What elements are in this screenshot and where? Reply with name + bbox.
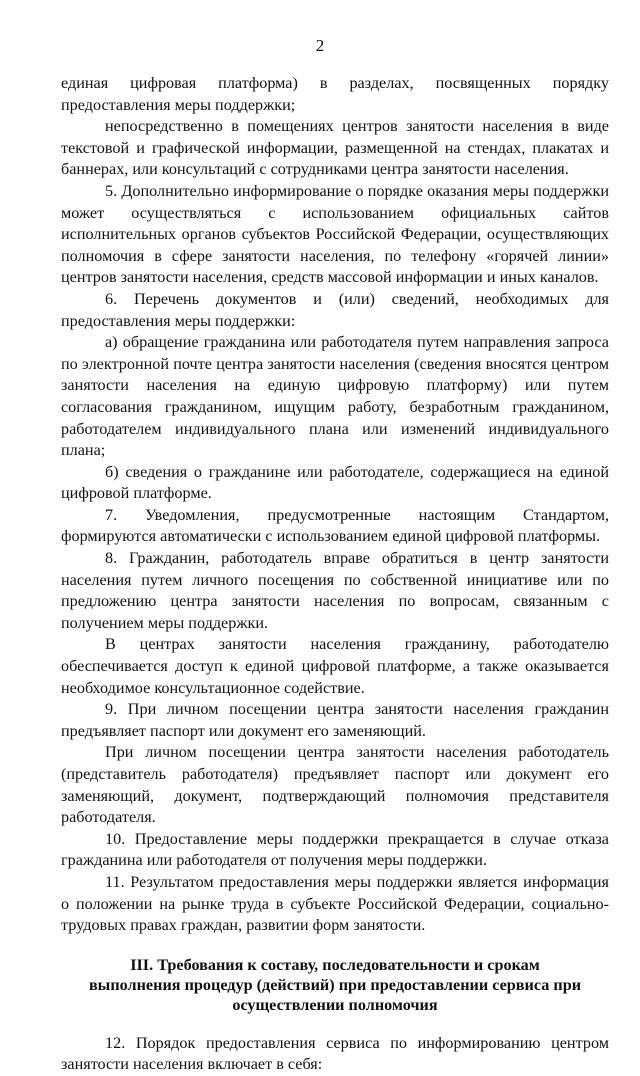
paragraph: В центрах занятости населения гражданину, работодателю обеспечивается доступ к единой цифровой платформе, а также оказывается необходимое консультационное содействие. <box>61 635 609 697</box>
paragraph: 10. Предоставление меры поддержки прекращается в случае отказа гражданина или работодателя от получения меры поддержки. <box>61 829 609 870</box>
paragraph: единая цифровая платформа) в разделах, посвященных порядку предоставления меры поддержки; <box>61 74 609 114</box>
paragraph: б) сведения о гражданине или работодателе, содержащиеся на единой цифровой платформе. <box>61 462 609 503</box>
paragraph: а) обращение гражданина или работодателя путем направления запроса по электронной почте центра занятости населения (сведения вносятся центром занятости населения на единую цифровую платформу) или путем согласования гражданином, ищущим работу, безработным гражданином, работодателем индивидуального плана или изменений индивидуального плана; <box>61 333 609 460</box>
page-number: 2 <box>315 36 325 55</box>
section-heading <box>61 955 609 1015</box>
paragraph: При личном посещении центра занятости населения работодатель (представитель работодателя) предъявляет паспорт или документ его заменяющий, документ, подтверждающий полномочия представителя работодателя. <box>61 743 609 827</box>
paragraph: непосредственно в помещениях центров занятости населения в виде текстовой и графической информации, размещенной на стендах, плакатах и баннерах, или консультаций с сотрудниками центра занятости населения. <box>61 117 609 179</box>
paragraph: 6. Перечень документов и (или) сведений, необходимых для предоставления меры поддержки: <box>61 289 609 330</box>
section-heading-line: III. Требования к составу, последовательности и срокам <box>130 955 540 974</box>
paragraph: 7. Уведомления, предусмотренные настоящим Стандартом, формируются автоматически с использованием единой цифровой платформы. <box>61 505 609 546</box>
paragraph: 9. При личном посещении центра занятости населения гражданин предъявляет паспорт или документ его заменяющий. <box>61 700 609 740</box>
paragraph: 12. Порядок предоставления сервиса по информированию центром занятости населения включает в себя: <box>61 1033 609 1074</box>
document-body <box>61 73 609 1076</box>
paragraph: 8. Гражданин, работодатель вправе обратиться в центр занятости населения путем личного посещения по собственной инициативе или по предложению центра занятости населения по вопросам, связанным с получением меры поддержки. <box>61 549 609 632</box>
paragraph: 11. Результатом предоставления меры поддержки является информация о положении на рынке труда в субъекте Российской Федерации, социально-трудовых правах граждан, развитии форм занятости. <box>61 872 609 935</box>
section-heading-line: осуществлении полномочия <box>232 995 438 1014</box>
section-heading-line: выполнения процедур (действий) при предоставлении сервиса при <box>88 975 582 994</box>
paragraph: 5. Дополнительно информирование о порядке оказания меры поддержки может осуществляться с использованием официальных сайтов исполнительных органов субъектов Российской Федерации, осуществляющих полномочия в сфере занятости населения, по телефону «горячей линии» центров занятости населения, средств массовой информации и иных каналов. <box>61 181 609 287</box>
